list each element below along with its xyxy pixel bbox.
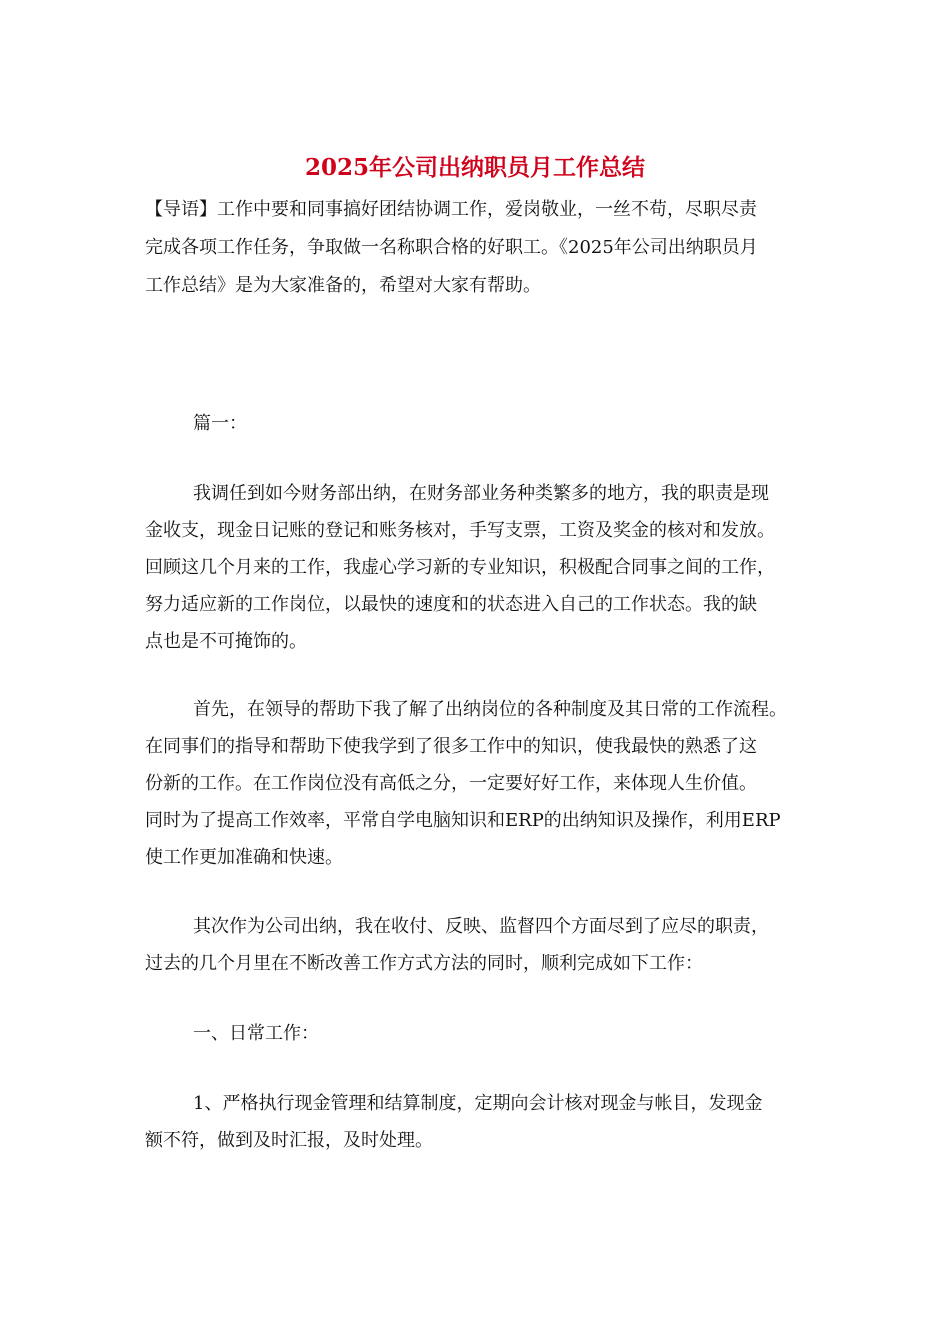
intro-line-2: 完成各项工作任务，争取做一名称职合格的好职工。《2025年公司出纳职员月 xyxy=(145,237,758,258)
subheading-daily-work: 一、日常工作： xyxy=(193,1023,319,1044)
document-title: 2025年公司出纳职员月工作总结 xyxy=(304,154,645,181)
item1-line-2: 额不符，做到及时汇报，及时处理。 xyxy=(145,1130,433,1151)
paragraph2-line-3: 份新的工作。在工作岗位没有高低之分，一定要好好工作，来体现人生价值。 xyxy=(145,773,757,794)
intro-line-3: 工作总结》是为大家准备的，希望对大家有帮助。 xyxy=(145,275,541,296)
paragraph2-line-2: 在同事们的指导和帮助下使我学到了很多工作中的知识，使我最快的熟悉了这 xyxy=(145,736,757,757)
paragraph2-line-1: 首先，在领导的帮助下我了解了出纳岗位的各种制度及其日常的工作流程。 xyxy=(193,699,787,720)
paragraph2-line-5: 使工作更加准确和快速。 xyxy=(145,847,343,868)
section-heading: 篇一： xyxy=(193,413,247,434)
paragraph2-line-4: 同时为了提高工作效率，平常自学电脑知识和ERP的出纳知识及操作，利用ERP xyxy=(145,810,781,831)
item1-line-1: 1、严格执行现金管理和结算制度，定期向会计核对现金与帐目，发现金 xyxy=(193,1093,763,1114)
paragraph1-line-2: 金收支，现金日记账的登记和账务核对，手写支票，工资及奖金的核对和发放。 xyxy=(145,520,775,541)
paragraph1-line-5: 点也是不可掩饰的。 xyxy=(145,631,307,652)
paragraph3-line-2: 过去的几个月里在不断改善工作方式方法的同时，顺利完成如下工作： xyxy=(145,953,703,974)
paragraph3-line-1: 其次作为公司出纳，我在收付、反映、监督四个方面尽到了应尽的职责， xyxy=(193,916,769,937)
paragraph1-line-3: 回顾这几个月来的工作，我虚心学习新的专业知识，积极配合同事之间的工作， xyxy=(145,557,775,578)
paragraph1-line-1: 我调任到如今财务部出纳，在财务部业务种类繁多的地方，我的职责是现 xyxy=(193,483,769,504)
intro-line-1: 【导语】工作中要和同事搞好团结协调工作，爱岗敬业，一丝不苟，尽职尽责 xyxy=(145,199,757,220)
paragraph1-line-4: 努力适应新的工作岗位，以最快的速度和的状态进入自己的工作状态。我的缺 xyxy=(145,594,757,615)
